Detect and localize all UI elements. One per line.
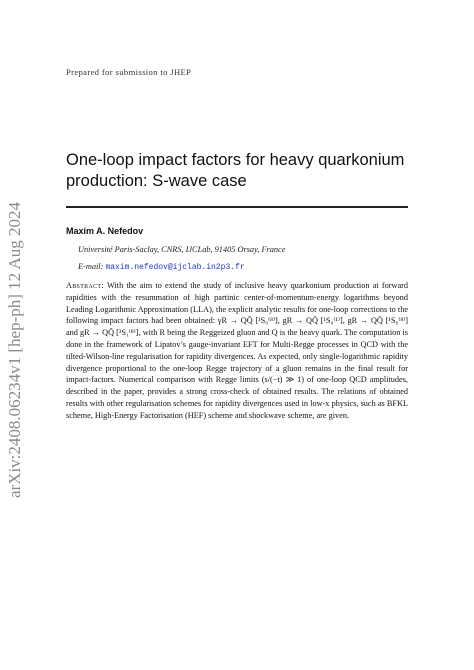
author-email <box>78 262 245 272</box>
paper-title: One-loop impact factors for heavy quarkonium production: S-wave case <box>66 151 405 190</box>
arxiv-stamp-text: arXiv:2408.06234v1 [hep-ph] 12 Aug 2024 <box>5 201 24 499</box>
abstract <box>66 280 408 422</box>
title-rule-top <box>66 206 408 208</box>
submission-note: Prepared for submission to JHEP <box>66 67 192 77</box>
abstract-text: With the aim to extend the study of inclusive heavy quarkonium production at forward rapidities with the resummation of high partinic center-of-momentum-energy logarithms beyond Leading Logarithmic Approximation (LLA), the explicit analytic results for one-loop corrections to the following impact factors had been obtained: γR → QQ̄ [¹S₀⁽⁸⁾], gR → QQ̄ [¹S₀⁽¹⁾], gR → QQ̄ [¹S₀⁽⁸⁾] and gR → QQ̄ [³S₁⁽⁸⁾], with R being the Reggeized gluon and Q is the heavy quark. The computation is done in the framework of Lipatov’s gauge-invariant EFT for Multi-Regge processes in QCD with the tilted-Wilson-line regularisation for rapidity divergences. As expected, only single-logarithmic rapidity divergence proportional to the one-loop Regge trajectory of a gluon remains in the final result for impact-factors. Numerical comparison with Regge limits (s/(−t) ≫ 1) of one-loop QCD amplitudes, described in the paper, provides a strong cross-check of obtained results. The relations of obtained results with other regularisation schemes for rapidity divergences used in low-x physics, such as BFKL scheme, High-Energy Factorisation (HEF) scheme and shockwave scheme, are given. <box>66 281 408 420</box>
arxiv-stamp <box>5 200 25 500</box>
email-label: E-mail: <box>78 262 104 271</box>
author-name: Maxim A. Nefedov <box>66 226 144 236</box>
author-affiliation: Université Paris-Saclay, CNRS, IJCLab, 91405 Orsay, France <box>78 245 286 254</box>
email-link[interactable]: maxim.nefedov@ijclab.in2p3.fr <box>105 263 245 272</box>
abstract-heading: Abstract: <box>66 281 104 290</box>
